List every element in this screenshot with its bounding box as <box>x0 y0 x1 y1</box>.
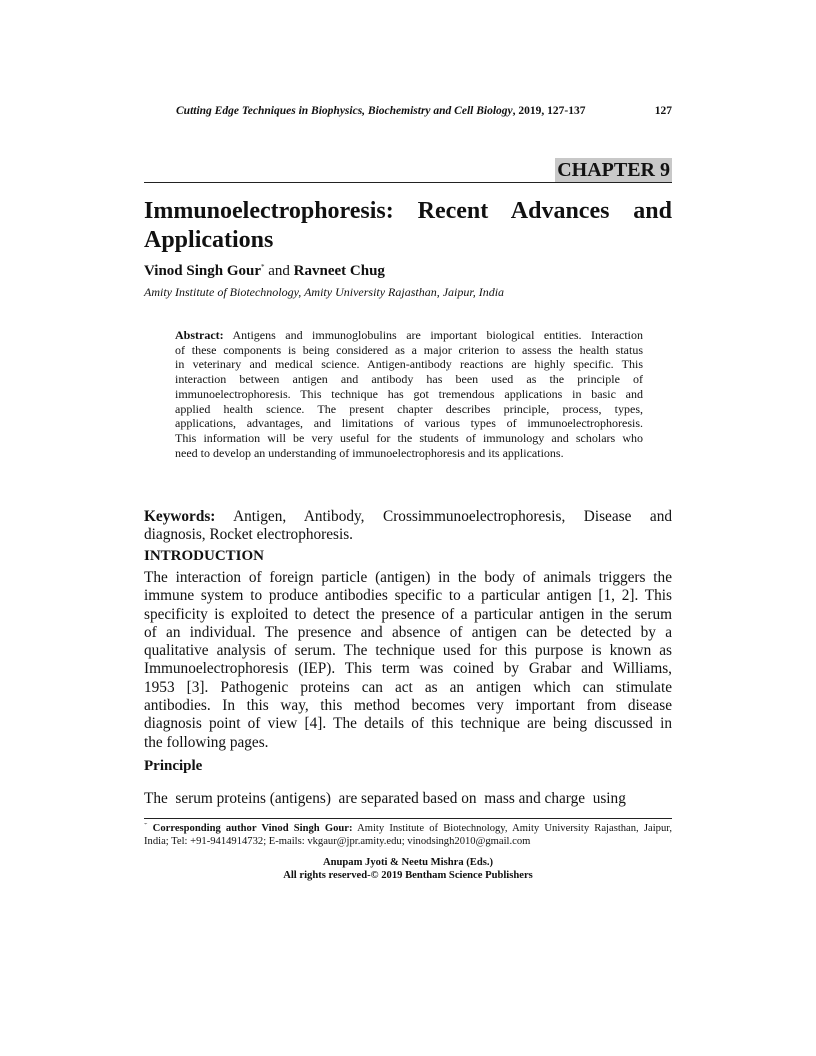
introduction-paragraph <box>144 569 672 752</box>
abstract-line: This information will be very useful for the students of immunology and scholars who <box>175 430 643 445</box>
lines-group <box>144 526 672 544</box>
introduction-line: 1953 [3]. Pathogenic proteins can act as an antigen which can stimulate <box>144 678 672 696</box>
section-heading-principle: Principle <box>144 758 203 774</box>
footnote-line: India; Tel: +91-9414914732; E-mails: vkgaur@jpr.amity.edu; vinodsingh2010@gmail.com <box>144 835 531 847</box>
author: Ravneet Chug <box>293 263 385 279</box>
abstract-line: of these components is being considered as a major criterion to assess the health status <box>175 342 643 357</box>
footnote-label: Corresponding author Vinod Singh Gour: <box>147 823 353 834</box>
authors <box>144 262 385 280</box>
abstract-line: applied health science. The present chapter describes principle, process, types, <box>175 401 643 416</box>
chapter-title <box>144 197 672 255</box>
principle-paragraph: The serum proteins (antigens) are separated based on mass and charge using <box>144 790 626 807</box>
header-rule <box>144 182 672 183</box>
introduction-line: of an individual. The presence and absence of antigen can be detected by a <box>144 623 672 641</box>
introduction-line: qualitative analysis of serum. The technique used for this purpose is known as <box>144 642 672 660</box>
footnote-mark: * <box>144 823 148 829</box>
lines-group <box>144 569 672 752</box>
abstract-text: Antigens and immunoglobulins are important biological entities. Interaction <box>223 328 643 342</box>
abstract-line: immunoelectrophoresis. This technique has got tremendous applications in basic and <box>175 386 643 401</box>
copyright: All rights reserved-© 2019 Bentham Science Publishers <box>283 870 533 881</box>
footnote-line <box>144 823 672 836</box>
abstract-line: need to develop an understanding of immunoelectrophoresis and its applications. <box>175 445 564 460</box>
keywords-label: Keywords: <box>144 508 216 525</box>
lines-group <box>175 343 643 461</box>
corresponding-mark: * <box>261 263 265 271</box>
footnote-rule <box>144 818 672 819</box>
abstract <box>175 328 643 460</box>
introduction-line: the following pages. <box>144 733 269 751</box>
abstract-line: applications, advantages, and limitations of various types of immunoelectrophoresis. <box>175 416 643 431</box>
editors-copyright <box>144 856 672 882</box>
abstract-line: in veterinary and medical science. Antigen-antibody reactions are highly specific. This <box>175 357 643 372</box>
abstract-line: interaction between antigen and antibody has been used as the principle of <box>175 372 643 387</box>
footnote-text: Amity Institute of Biotechnology, Amity University Rajasthan, Jaipur, <box>352 823 672 834</box>
keywords <box>144 508 672 544</box>
abstract-line <box>175 328 643 343</box>
introduction-line: The interaction of foreign particle (antigen) in the body of animals triggers the <box>144 569 672 586</box>
running-header <box>176 105 585 117</box>
introduction-line: immune system to produce antibodies specific to a particular antigen [1, 2]. This <box>144 587 672 605</box>
chapter-label: CHAPTER 9 <box>557 159 670 181</box>
footnote <box>144 823 672 848</box>
author: Vinod Singh Gour <box>144 263 261 279</box>
keywords-text: Antigen, Antibody, Crossimmunoelectrophoresis, Disease and <box>215 508 672 525</box>
keywords-line <box>144 508 672 526</box>
abstract-label: Abstract: <box>175 328 224 342</box>
book-title: Cutting Edge Techniques in Biophysics, Biochemistry and Cell Biology <box>176 105 513 117</box>
keywords-line: diagnosis, Rocket electrophoresis. <box>144 526 354 543</box>
section-heading-introduction: INTRODUCTION <box>144 548 265 564</box>
introduction-line: antibodies. In this way, this method becomes very important from disease <box>144 697 672 715</box>
affiliation: Amity Institute of Biotechnology, Amity University Rajasthan, Jaipur, India <box>144 285 505 299</box>
introduction-line: diagnosis point of view [4]. The details of this technique are being discussed in <box>144 715 672 733</box>
introduction-line: Immunoelectrophoresis (IEP). This term was coined by Grabar and Williams, <box>144 660 672 678</box>
introduction-line: specificity is exploited to detect the presence of a particular antigen in the serum <box>144 605 672 623</box>
title-line: Immunoelectrophoresis: Recent Advances and <box>144 198 672 224</box>
editors: Anupam Jyoti & Neetu Mishra (Eds.) <box>322 857 494 868</box>
page-number: 127 <box>654 105 672 117</box>
authors-conjunction: and <box>264 263 294 279</box>
book-year-pages: , 2019, 127-137 <box>512 105 586 117</box>
title-line: Applications <box>144 227 274 253</box>
